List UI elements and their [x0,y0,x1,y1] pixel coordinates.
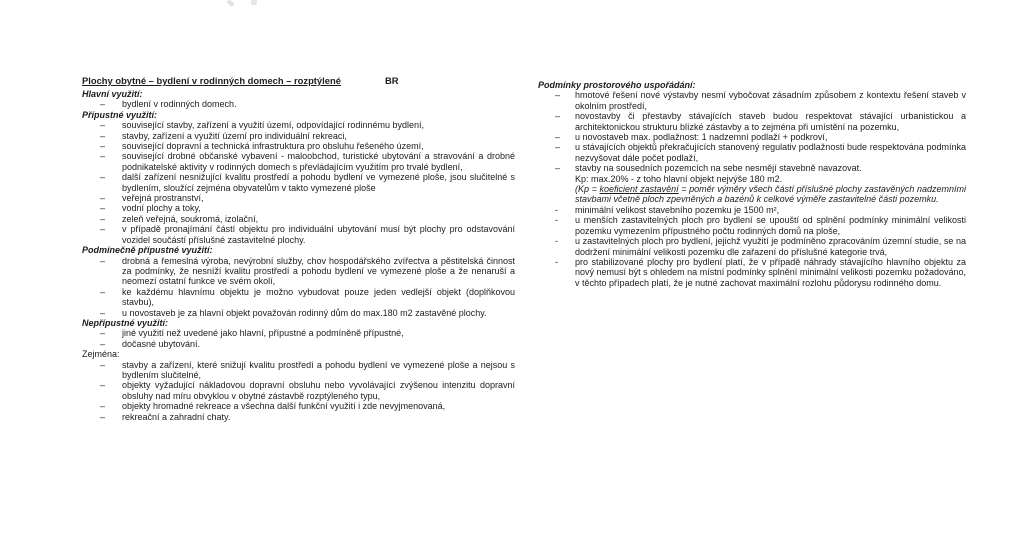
left-column [82,76,515,422]
bullet-text: hmotové řešení nové výstavby nesmí vybočovat zásadním způsobem z kontextu řešení staveb v okolním prostředí, [575,90,966,111]
bullet-text: novostavby či přestavby stávajících staveb budou respektovat stávající urbanistickou a architektonickou strukturu blízké zástavby a to zejména při umístění na pozemku, [575,111,966,132]
bullet-item [82,203,515,213]
bullet-marker-icon: – [555,163,561,174]
bullet-marker-icon: – [100,307,106,318]
bullet-text: související stavby, zařízení a využití území, odpovídající rodinnému bydlení, [122,120,424,131]
bullet-text: u novostaveb je za hlavní objekt považován rodinný dům do max.180 m2 zastavěné plochy. [122,307,487,318]
bullet-marker-icon: – [555,90,561,101]
bullet-item [82,141,515,151]
bullet-text: objekty vyžadující nákladovou dopravní obsluhu nebo vyvolávající zvýšenou intenzitu dopravní obsluhy nad míru obvyklou v obytné zástavbě rozptýleného typu, [122,380,515,401]
bullet-marker-icon: – [555,111,561,122]
kp-line: Kp: max.20% - z toho hlavní objekt nejvýše 180 m2. [575,173,783,184]
section-heading: Přípustné využití: [82,109,158,120]
title-row [82,76,515,88]
bullet-marker-icon: – [100,120,106,131]
bullet-marker-icon: – [100,401,106,412]
bullet-marker-icon: – [100,286,106,297]
bullet-marker-icon: - [555,236,558,247]
right-items [538,90,966,288]
bullet-marker-icon: – [100,213,106,224]
right-section-heading: Podmínky prostorového uspořádání: [538,80,696,90]
bullet-item [82,131,515,141]
bullet-text: v případě pronajímání částí objektu pro individuální ubytování musí být plochy pro odstavování vozidel součástí příslušné zastavitelné plochy. [122,224,515,245]
bullet-item [82,401,515,411]
bullet-marker-icon: – [555,132,561,143]
bullet-item [538,90,966,111]
bullet-marker-icon: – [100,224,106,235]
bullet-text: vodní plochy a toky, [122,203,201,214]
bullet-marker-icon: – [100,99,106,110]
bullet-text: další zařízení nesnižující kvalitu prostředí a pohodu bydlení ve vymezené ploše, jsou slučitelné s bydlením, sloužící zejména obyvatelům v takto vymezené ploše [122,172,515,193]
bullet-marker-icon: – [100,151,106,162]
bullet-marker-icon: – [100,172,106,183]
bullet-text: u menších zastavitelných ploch pro bydlení se upouští od splnění podmínky minimální velikosti pozemku vymezením přípustného počtu rodinných domů na ploše, [575,215,966,236]
bullet-item [82,224,515,245]
bullet-marker-icon: - [555,215,558,226]
bullet-marker-icon: – [555,142,561,153]
bullet-item [538,257,966,288]
bullet-text: u novostaveb max. podlažnost: 1 nadzemní podlaží + podkroví, [575,132,828,143]
bullet-item [82,308,515,318]
section-heading: Podmínečně přípustné využití: [82,245,213,256]
bullet-item [82,256,515,287]
bullet-marker-icon: – [100,338,106,349]
bullet-text: u stávajících objektů překračujících stanovený regulativ podlažnosti bude respektována podmínka nezvyšovat dále počet podlaží, [575,142,966,163]
bullet-item [538,205,966,215]
bullet-text: pro stabilizované plochy pro bydlení platí, že v případě náhrady stávajícího hlavního objektu za nový nemusí být s ohledem na místní podmínky splnění minimální velikosti pozemku požadováno, v těchto případech platí, že je nutné zachovat maximální rozlohu půdorysu rodinného domu. [575,256,966,288]
bullet-marker-icon: - [555,256,558,267]
bullet-marker-icon: – [100,359,106,370]
right-column [538,80,966,288]
zone-code-label: BR [385,75,399,86]
bullet-item [538,132,966,142]
bullet-text: minimální velikost stavebního pozemku je 1500 m², [575,204,780,215]
bullet-marker-icon: – [100,141,106,152]
scan-artifact-icon [251,0,257,5]
bullet-text: objekty hromadné rekreace a všechna další funkční využití i zde nevyjmenovaná, [122,401,446,412]
bullet-text: související drobné občanské vybavení - maloobchod, turistické ubytování a stravování a drobné podnikatelské aktivity v rodinných domech s převládajícím využitím pro trvalé bydlení, [122,151,515,172]
bullet-item [82,360,515,381]
bullet-text: zeleň veřejná, soukromá, izolační, [122,213,259,224]
bullet-item [82,120,515,130]
bullet-text: ke každému hlavnímu objektu je možno vybudovat pouze jeden vedlejší objekt (doplňkovou stavbu), [122,286,515,308]
bullet-item [82,339,515,349]
bullet-item [82,287,515,308]
bullet-item [82,193,515,203]
scan-artifact-icon [227,0,235,7]
bullet-item [538,236,966,257]
bullet-text: bydlení v rodinných domech. [122,99,237,110]
kp-note-suffix: = poměr výměry všech částí příslušné plochy zastavěných nadzemními stavbami včetně ploch zpevněných a bazénů k celkové výměře zastavitelné části pozemku. [575,184,966,205]
left-sections [82,89,515,422]
bullet-item [82,172,515,193]
bullet-item [82,214,515,224]
kp-note-prefix: (Kp = [575,184,600,195]
bullet-marker-icon: – [100,380,106,391]
bullet-text: dočasné ubytování. [122,338,201,349]
section-heading: Nepřípustné využití: [82,317,169,328]
section-heading: Hlavní využití: [82,89,143,99]
bullet-text: stavby na sousedních pozemcích na sebe nesmějí stavebně navazovat. [575,163,862,174]
kp-note-term: koeficient zastavění [599,184,679,195]
bullet-item [538,163,966,173]
bullet-item [82,151,515,172]
bullet-marker-icon: – [100,203,106,214]
bullet-item [82,412,515,422]
bullet-marker-icon: – [100,411,106,422]
page-title: Plochy obytné – bydlení v rodinných domech – rozptýlené [82,75,341,86]
bullet-item [538,111,966,132]
bullet-marker-icon: – [100,130,106,141]
bullet-marker-icon: – [100,193,106,204]
bullet-text: drobná a řemeslná výroba, nevýrobní služby, chov hospodářského zvířectva a pěstitelská činnost za podmínky, že nesníží kvalitu prostředí a pohodu bydlení ve vymezené ploše a že nenaruší a neomezí ostatní funkce ve svém okolí, [122,255,515,287]
bullet-marker-icon: – [100,328,106,339]
bullet-item [538,215,966,236]
bullet-text: jiné využití než uvedené jako hlavní, přípustné a podmíněně přípustné, [122,328,404,339]
bullet-text: rekreační a zahradní chaty. [122,411,231,422]
bullet-marker-icon: – [100,255,106,266]
section-heading: Zejména: [82,349,120,360]
bullet-text: stavby a zařízení, které snižují kvalitu prostředí a pohodu bydlení ve vymezené ploše a nejsou s bydlením slučitelné, [122,359,515,380]
bullet-text: u zastavitelných ploch pro bydlení, jejichž využití je podmíněno zpracováním územní studie, se na dodržení minimální velikosti pozemku dle zařazení do příslušné kategorie trvá, [575,236,966,257]
bullet-item [82,380,515,401]
bullet-text: související dopravní a technická infrastruktura pro obsluhu řešeného území, [122,141,424,152]
bullet-text: stavby, zařízení a využití území pro individuální rekreaci, [122,130,347,141]
bullet-item [82,328,515,338]
kp-note [538,184,966,205]
bullet-item [538,142,966,163]
bullet-text: veřejná prostranství, [122,193,204,204]
bullet-item [82,99,515,109]
bullet-marker-icon: - [555,204,558,215]
